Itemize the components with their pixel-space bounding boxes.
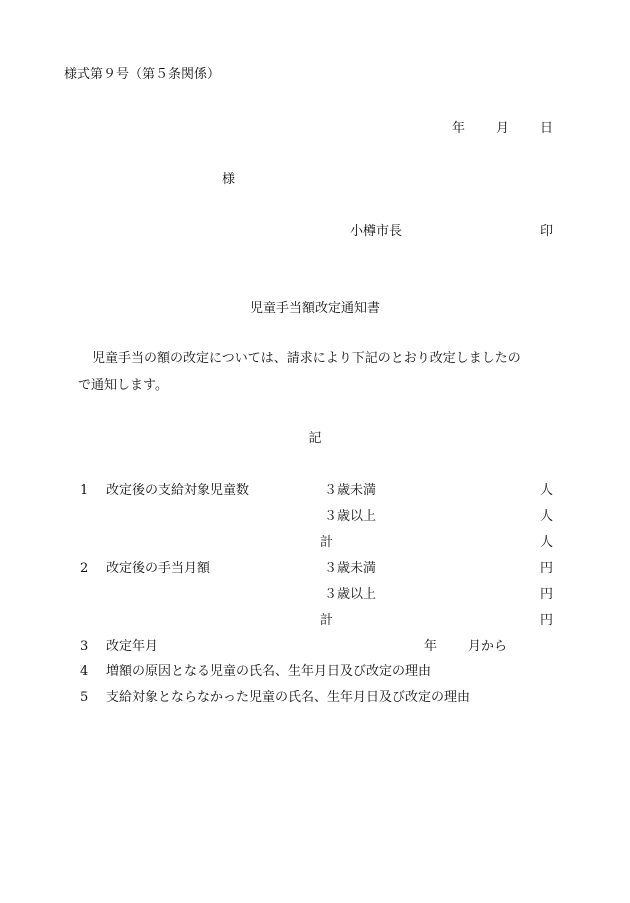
date-day-label: 日 <box>540 121 554 136</box>
document-title: 児童手当額改定通知書 <box>249 301 380 316</box>
body-text-line-1: 児童手当の額の改定については、請求により下記のとおり改定しましたの <box>92 351 521 366</box>
item-4-number: 4 <box>80 664 89 679</box>
item-2-over3-label: ３歳以上 <box>324 587 377 602</box>
item-2-under3-label: ３歳未満 <box>324 561 377 576</box>
addressee-honorific: 様 <box>222 172 236 187</box>
item-1-under3-unit: 人 <box>540 483 554 498</box>
item-5-number: 5 <box>80 690 89 705</box>
item-3-month-from-label: 月から <box>468 639 508 654</box>
item-1-under3-label: ３歳未満 <box>324 483 377 498</box>
item-1-over3-unit: 人 <box>540 509 554 524</box>
item-2-total-label: 計 <box>320 613 334 628</box>
issuer-name: 小樽市長 <box>350 224 403 239</box>
item-3-label: 改定年月 <box>106 639 159 654</box>
item-1-label: 改定後の支給対象児童数 <box>106 483 250 498</box>
date-year-label: 年 <box>452 121 466 136</box>
item-1-number: 1 <box>80 483 89 498</box>
item-4-label: 増額の原因となる児童の氏名、生年月日及び改定の理由 <box>106 664 432 679</box>
item-3-number: 3 <box>80 639 89 654</box>
date-month-label: 月 <box>496 121 510 136</box>
item-1-total-label: 計 <box>320 535 334 550</box>
item-2-total-unit: 円 <box>540 613 554 628</box>
item-2-label: 改定後の手当月額 <box>106 561 211 576</box>
item-2-number: 2 <box>80 561 89 576</box>
ki-heading: 記 <box>308 431 322 446</box>
item-5-label: 支給対象とならなかった児童の氏名、生年月日及び改定の理由 <box>106 690 471 705</box>
body-text-line-2: で通知します。 <box>78 378 168 393</box>
item-2-over3-unit: 円 <box>540 587 554 602</box>
item-1-total-unit: 人 <box>540 535 554 550</box>
item-2-under3-unit: 円 <box>540 561 554 576</box>
item-3-year-label: 年 <box>424 639 438 654</box>
seal-mark: 印 <box>540 224 554 239</box>
form-number: 様式第９号（第５条関係） <box>64 67 221 82</box>
item-1-over3-label: ３歳以上 <box>324 509 377 524</box>
